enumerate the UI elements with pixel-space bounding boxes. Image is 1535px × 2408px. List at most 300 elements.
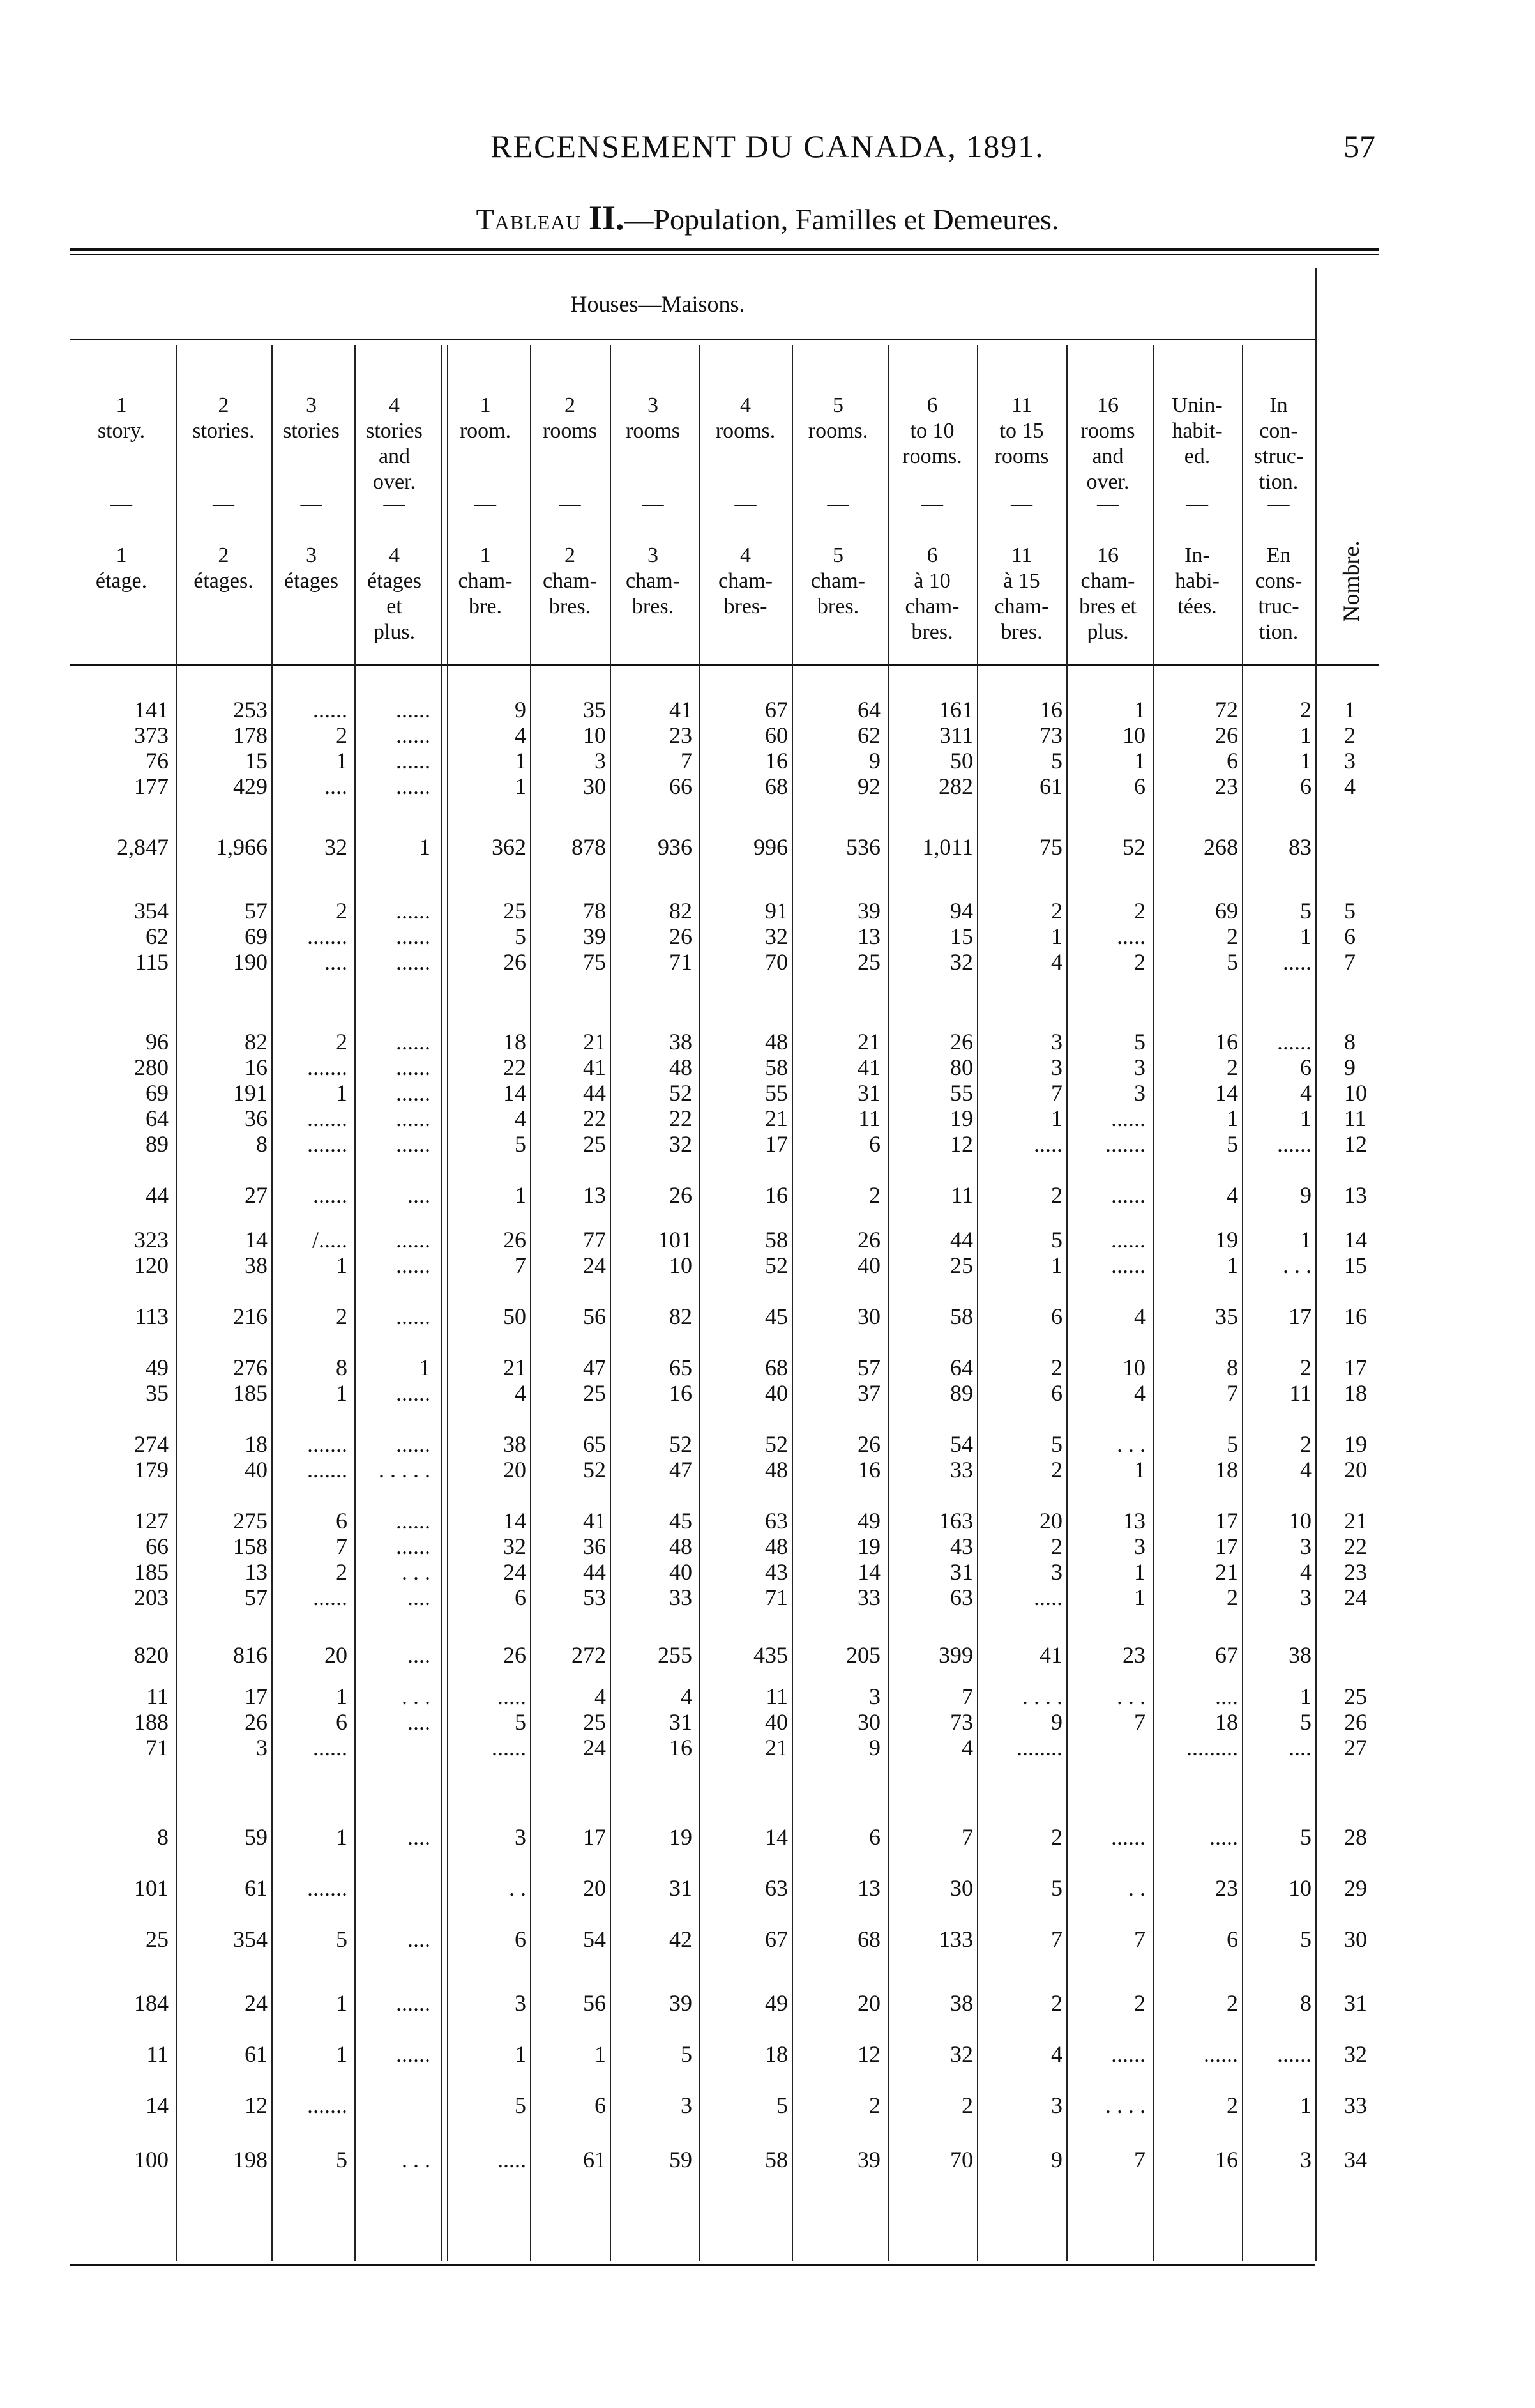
table-cell: ...... bbox=[1111, 1182, 1146, 1208]
table-cell: 936 bbox=[658, 834, 692, 860]
table-cell: 30 bbox=[858, 1304, 881, 1329]
table-cell: 57 bbox=[245, 898, 268, 924]
table-cell: 16 bbox=[765, 1182, 788, 1208]
table-cell: 18 bbox=[765, 2041, 788, 2067]
table-cell: ...... bbox=[396, 949, 430, 975]
table-cell: 16 bbox=[858, 1457, 881, 1482]
table-cell: 3 bbox=[1051, 1559, 1062, 1585]
table-cell: 41 bbox=[583, 1508, 606, 1534]
table-cell: 59 bbox=[669, 2147, 692, 2172]
column-header-en: 4 stories and over. bbox=[366, 393, 423, 494]
table-cell: 5 bbox=[1300, 1709, 1312, 1735]
table-cell: 15 bbox=[950, 924, 973, 949]
table-cell: 65 bbox=[583, 1431, 606, 1457]
column-header-fr: 1 cham- bre. bbox=[458, 544, 513, 618]
table-cell: 1 bbox=[419, 1355, 430, 1380]
table-cell: 64 bbox=[146, 1106, 169, 1131]
table-cell: 280 bbox=[134, 1055, 169, 1080]
bottom-rule bbox=[70, 2264, 1315, 2266]
table-cell: 1 bbox=[419, 834, 430, 860]
table-cell: 188 bbox=[134, 1709, 169, 1735]
table-cell: 4 bbox=[1134, 1380, 1146, 1406]
table-cell: 373 bbox=[134, 722, 169, 748]
table-row bbox=[0, 747, 1535, 774]
table-cell: 276 bbox=[233, 1355, 268, 1380]
header-dash: — bbox=[1011, 492, 1032, 515]
table-cell: 67 bbox=[1215, 1642, 1238, 1668]
table-cell: ...... bbox=[396, 1253, 430, 1278]
table-cell: 35 bbox=[146, 1380, 169, 1406]
table-cell: 26 bbox=[503, 1227, 526, 1253]
table-cell: 5 bbox=[1051, 1431, 1062, 1457]
table-cell: 5 bbox=[336, 1926, 347, 1952]
table-cell: 996 bbox=[753, 834, 788, 860]
table-cell: .... bbox=[407, 1642, 430, 1668]
table-cell: 58 bbox=[950, 1304, 973, 1329]
table-row bbox=[0, 1533, 1535, 1560]
table-cell: 71 bbox=[669, 949, 692, 975]
table-cell: 41 bbox=[669, 697, 692, 722]
table-cell: 26 bbox=[669, 1182, 692, 1208]
table-cell: 16 bbox=[765, 748, 788, 773]
table-cell: ...... bbox=[492, 1735, 526, 1760]
table-cell: 77 bbox=[583, 1227, 606, 1253]
table-cell: 32 bbox=[669, 1131, 692, 1157]
table-cell: 40 bbox=[765, 1709, 788, 1735]
table-cell: 6 bbox=[869, 1131, 881, 1157]
table-cell: 5 bbox=[776, 2092, 788, 2118]
row-number: 27 bbox=[1344, 1735, 1367, 1760]
table-cell: 32 bbox=[950, 949, 973, 975]
table-cell: 2 bbox=[1051, 1182, 1062, 1208]
table-cell: 2 bbox=[336, 1029, 347, 1055]
group-rule bbox=[70, 339, 1315, 340]
table-cell: 62 bbox=[858, 722, 881, 748]
table-cell: 3 bbox=[681, 2092, 692, 2118]
table-cell: 56 bbox=[583, 1990, 606, 2016]
table-cell: 18 bbox=[503, 1029, 526, 1055]
table-cell: 26 bbox=[858, 1227, 881, 1253]
table-cell: ....... bbox=[307, 2092, 347, 2118]
table-cell: 158 bbox=[233, 1534, 268, 1559]
table-cell: 40 bbox=[858, 1253, 881, 1278]
table-cell: 3 bbox=[1051, 1029, 1062, 1055]
table-cell: . . . bbox=[1117, 1431, 1146, 1457]
table-cell: 75 bbox=[1040, 834, 1062, 860]
table-cell: 12 bbox=[245, 2092, 268, 2118]
table-cell: ...... bbox=[396, 1380, 430, 1406]
table-cell: 50 bbox=[503, 1304, 526, 1329]
table-cell: 91 bbox=[765, 898, 788, 924]
table-row bbox=[0, 1584, 1535, 1611]
table-cell: 4 bbox=[681, 1684, 692, 1709]
table-cell: 52 bbox=[583, 1457, 606, 1482]
table-cell: 19 bbox=[669, 1824, 692, 1850]
table-cell: 198 bbox=[233, 2147, 268, 2172]
table-row bbox=[0, 1683, 1535, 1710]
table-cell: 37 bbox=[858, 1380, 881, 1406]
table-cell: 62 bbox=[146, 924, 169, 949]
right-border bbox=[1315, 268, 1317, 664]
table-cell: 10 bbox=[1123, 722, 1146, 748]
column-header-en: 5 rooms. bbox=[808, 393, 868, 443]
table-cell: 31 bbox=[858, 1080, 881, 1106]
table-cell: 255 bbox=[658, 1642, 692, 1668]
table-cell: . . . bbox=[1117, 1684, 1146, 1709]
table-cell: 1 bbox=[1134, 1457, 1146, 1482]
table-cell: 185 bbox=[233, 1380, 268, 1406]
table-cell: 12 bbox=[950, 1131, 973, 1157]
table-cell: 40 bbox=[669, 1559, 692, 1585]
table-cell: 14 bbox=[146, 2092, 169, 2118]
table-cell: ......... bbox=[1186, 1735, 1238, 1760]
table-cell: 2 bbox=[1051, 1457, 1062, 1482]
table-cell: 9 bbox=[1051, 1709, 1062, 1735]
table-cell: ...... bbox=[1111, 2041, 1146, 2067]
table-cell: 11 bbox=[146, 2041, 169, 2067]
table-cell: 10 bbox=[1289, 1875, 1312, 1901]
table-cell: ....... bbox=[307, 1457, 347, 1482]
table-row bbox=[0, 1303, 1535, 1330]
table-cell: 64 bbox=[950, 1355, 973, 1380]
table-cell: 820 bbox=[134, 1642, 169, 1668]
table-cell: 7 bbox=[962, 1684, 973, 1709]
table-row bbox=[0, 1079, 1535, 1106]
table-cell: 44 bbox=[583, 1559, 606, 1585]
table-cell: 22 bbox=[503, 1055, 526, 1080]
table-cell: 8 bbox=[157, 1824, 169, 1850]
table-row bbox=[0, 1875, 1535, 1901]
table-cell: 41 bbox=[583, 1055, 606, 1080]
row-number: 17 bbox=[1344, 1355, 1367, 1380]
table-cell: 4 bbox=[1227, 1182, 1238, 1208]
table-cell: 53 bbox=[583, 1585, 606, 1610]
table-cell: 21 bbox=[583, 1029, 606, 1055]
table-cell: 1 bbox=[1051, 1253, 1062, 1278]
table-cell: 20 bbox=[324, 1642, 347, 1668]
table-cell: 25 bbox=[950, 1253, 973, 1278]
table-cell: 1 bbox=[515, 1182, 526, 1208]
column-header-en: 11 to 15 rooms bbox=[994, 393, 1049, 468]
table-cell: 49 bbox=[858, 1508, 881, 1534]
table-cell: 311 bbox=[939, 722, 973, 748]
table-cell: 8 bbox=[1300, 1990, 1312, 2016]
table-cell: 19 bbox=[858, 1534, 881, 1559]
column-header-fr: 11 à 15 cham- bres. bbox=[994, 544, 1049, 644]
table-cell: 7 bbox=[1051, 1926, 1062, 1952]
table-cell: 7 bbox=[1134, 1926, 1146, 1952]
table-cell: 22 bbox=[583, 1106, 606, 1131]
table-cell: 4 bbox=[1300, 1080, 1312, 1106]
column-header-en: 2 stories. bbox=[192, 393, 255, 443]
table-cell: 268 bbox=[1204, 834, 1238, 860]
header-dash: — bbox=[642, 492, 664, 515]
table-cell: 11 bbox=[146, 1684, 169, 1709]
table-cell: 6 bbox=[1227, 1926, 1238, 1952]
table-cell: 63 bbox=[765, 1875, 788, 1901]
table-cell: 73 bbox=[1040, 722, 1062, 748]
table-cell: ..... bbox=[497, 2147, 526, 2172]
table-cell: 67 bbox=[765, 1926, 788, 1952]
table-cell: 26 bbox=[858, 1431, 881, 1457]
table-cell: ...... bbox=[1111, 1253, 1146, 1278]
table-row bbox=[0, 949, 1535, 975]
table-cell: 11 bbox=[766, 1684, 788, 1709]
table-cell: 23 bbox=[1215, 1875, 1238, 1901]
table-cell: 16 bbox=[1215, 1029, 1238, 1055]
table-cell: 54 bbox=[950, 1431, 973, 1457]
table-cell: 17 bbox=[1215, 1508, 1238, 1534]
table-cell: 1 bbox=[1051, 924, 1062, 949]
column-header-en: 3 stories bbox=[283, 393, 340, 443]
table-cell: .... bbox=[407, 1709, 430, 1735]
row-number: 28 bbox=[1344, 1824, 1367, 1850]
table-cell: 1 bbox=[336, 1684, 347, 1709]
header-dash: — bbox=[1097, 492, 1119, 515]
table-cell: 49 bbox=[146, 1355, 169, 1380]
table-cell: .... bbox=[407, 1926, 430, 1952]
row-number: 14 bbox=[1344, 1227, 1367, 1253]
table-cell: 60 bbox=[765, 722, 788, 748]
table-cell: 94 bbox=[950, 898, 973, 924]
table-cell: ...... bbox=[396, 722, 430, 748]
table-cell: 435 bbox=[753, 1642, 788, 1668]
header-dash: — bbox=[559, 492, 581, 515]
table-cell: 70 bbox=[950, 2147, 973, 2172]
table-cell: 178 bbox=[233, 722, 268, 748]
table-cell: 1 bbox=[1227, 1106, 1238, 1131]
table-cell: 5 bbox=[681, 2041, 692, 2067]
table-cell: 2 bbox=[1051, 898, 1062, 924]
table-cell: 2 bbox=[1227, 1055, 1238, 1080]
table-cell: 5 bbox=[1227, 1131, 1238, 1157]
table-cell: 7 bbox=[515, 1253, 526, 1278]
table-cell: 354 bbox=[134, 898, 169, 924]
table-cell: 1 bbox=[1300, 748, 1312, 773]
table-cell: 1 bbox=[336, 748, 347, 773]
table-cell: 10 bbox=[1123, 1355, 1146, 1380]
table-cell: 23 bbox=[1215, 773, 1238, 799]
table-cell: 24 bbox=[503, 1559, 526, 1585]
row-number: 12 bbox=[1344, 1131, 1367, 1157]
table-cell: 1 bbox=[1300, 1227, 1312, 1253]
row-number: 9 bbox=[1344, 1055, 1356, 1080]
table-cell: 4 bbox=[1051, 2041, 1062, 2067]
table-cell: 39 bbox=[583, 924, 606, 949]
table-cell: 13 bbox=[583, 1182, 606, 1208]
table-cell: 25 bbox=[858, 949, 881, 975]
column-header-en: 1 story. bbox=[97, 393, 146, 443]
table-cell: 76 bbox=[146, 748, 169, 773]
nombre-header: Nombre. bbox=[1338, 540, 1364, 622]
row-number: 15 bbox=[1344, 1253, 1367, 1278]
table-cell: 6 bbox=[594, 2092, 606, 2118]
table-cell: 5 bbox=[515, 924, 526, 949]
table-cell: 3 bbox=[594, 748, 606, 773]
table-row bbox=[0, 834, 1535, 860]
table-row bbox=[0, 773, 1535, 800]
table-cell: ..... bbox=[1209, 1824, 1238, 1850]
row-number: 6 bbox=[1344, 924, 1356, 949]
table-row bbox=[0, 1709, 1535, 1735]
table-cell: 5 bbox=[1051, 1227, 1062, 1253]
table-cell: 6 bbox=[1051, 1304, 1062, 1329]
table-cell: 16 bbox=[1040, 697, 1062, 722]
table-cell: 18 bbox=[1215, 1709, 1238, 1735]
column-header-fr: 6 à 10 cham- bres. bbox=[905, 544, 960, 644]
table-cell: 14 bbox=[1215, 1080, 1238, 1106]
table-cell: 20 bbox=[503, 1457, 526, 1482]
table-cell: 33 bbox=[858, 1585, 881, 1610]
table-row bbox=[0, 1456, 1535, 1483]
header-rule bbox=[70, 664, 1379, 666]
table-label: Tableau bbox=[476, 203, 582, 236]
table-cell: 49 bbox=[765, 1990, 788, 2016]
table-cell: 15 bbox=[245, 748, 268, 773]
table-cell: .... bbox=[1215, 1684, 1238, 1709]
column-header-fr: 4 cham- bres- bbox=[718, 544, 773, 618]
table-row bbox=[0, 1507, 1535, 1534]
table-cell: 30 bbox=[583, 773, 606, 799]
table-cell: 4 bbox=[515, 1380, 526, 1406]
table-cell: 14 bbox=[245, 1227, 268, 1253]
table-cell: 1 bbox=[1300, 1106, 1312, 1131]
table-cell: 9 bbox=[869, 748, 881, 773]
table-cell: 2 bbox=[1051, 1355, 1062, 1380]
table-cell: ...... bbox=[396, 1534, 430, 1559]
table-row bbox=[0, 1558, 1535, 1585]
table-cell: 184 bbox=[134, 1990, 169, 2016]
table-cell: 6 bbox=[1134, 773, 1146, 799]
row-number: 16 bbox=[1344, 1304, 1367, 1329]
table-cell: 1 bbox=[1227, 1253, 1238, 1278]
table-cell: 7 bbox=[336, 1534, 347, 1559]
table-cell: 536 bbox=[846, 834, 881, 860]
table-cell: 6 bbox=[336, 1709, 347, 1735]
table-cell: 18 bbox=[1215, 1457, 1238, 1482]
table-cell: 4 bbox=[515, 1106, 526, 1131]
table-row bbox=[0, 1105, 1535, 1132]
row-number: 18 bbox=[1344, 1380, 1367, 1406]
table-row bbox=[0, 1824, 1535, 1850]
table-row bbox=[0, 1054, 1535, 1081]
table-cell: 7 bbox=[1051, 1080, 1062, 1106]
table-cell: . . . bbox=[402, 1559, 430, 1585]
table-cell: 96 bbox=[146, 1029, 169, 1055]
table-cell: 30 bbox=[950, 1875, 973, 1901]
table-cell: 275 bbox=[233, 1508, 268, 1534]
table-cell: 1 bbox=[515, 2041, 526, 2067]
table-cell: 14 bbox=[858, 1559, 881, 1585]
table-cell: . . . . bbox=[1105, 2092, 1146, 2118]
table-cell: 35 bbox=[583, 697, 606, 722]
table-cell: 1 bbox=[1300, 1684, 1312, 1709]
table-cell: ...... bbox=[396, 1990, 430, 2016]
table-cell: 2 bbox=[1300, 1431, 1312, 1457]
table-cell: 2 bbox=[1300, 1355, 1312, 1380]
table-cell: 5 bbox=[1227, 1431, 1238, 1457]
table-cell: 24 bbox=[583, 1253, 606, 1278]
row-number: 3 bbox=[1344, 748, 1356, 773]
table-cell: 2 bbox=[1134, 949, 1146, 975]
table-cell: 82 bbox=[669, 898, 692, 924]
table-cell: 55 bbox=[765, 1080, 788, 1106]
table-cell: 21 bbox=[765, 1106, 788, 1131]
table-cell: 71 bbox=[146, 1735, 169, 1760]
table-cell: . . . bbox=[1283, 1253, 1312, 1278]
table-cell: 1 bbox=[1134, 1559, 1146, 1585]
table-cell: 89 bbox=[950, 1380, 973, 1406]
table-cell: ...... bbox=[396, 697, 430, 722]
table-cell: 17 bbox=[765, 1131, 788, 1157]
table-cell: 191 bbox=[233, 1080, 268, 1106]
row-number: 4 bbox=[1344, 773, 1356, 799]
table-cell: 2 bbox=[869, 2092, 881, 2118]
table-cell: 20 bbox=[858, 1990, 881, 2016]
table-cell: ...... bbox=[1204, 2041, 1238, 2067]
header-dash: — bbox=[383, 492, 405, 515]
table-cell: 38 bbox=[1289, 1642, 1312, 1668]
table-cell: ...... bbox=[396, 924, 430, 949]
header-dash: — bbox=[827, 492, 849, 515]
table-cell: 58 bbox=[765, 2147, 788, 2172]
table-cell: 4 bbox=[1300, 1457, 1312, 1482]
table-cell: 6 bbox=[1227, 748, 1238, 773]
table-cell: 1 bbox=[594, 2041, 606, 2067]
table-cell: ...... bbox=[396, 2041, 430, 2067]
table-cell: 40 bbox=[765, 1380, 788, 1406]
table-cell: 58 bbox=[765, 1055, 788, 1080]
table-cell: 1 bbox=[1300, 722, 1312, 748]
table-cell: ...... bbox=[313, 1735, 347, 1760]
table-cell: 3 bbox=[1300, 1534, 1312, 1559]
column-header-en: 4 rooms. bbox=[715, 393, 776, 443]
table-cell: 61 bbox=[1040, 773, 1062, 799]
table-cell: 16 bbox=[669, 1735, 692, 1760]
table-cell: 22 bbox=[669, 1106, 692, 1131]
column-header-fr: 2 cham- bres. bbox=[543, 544, 597, 618]
row-number: 2 bbox=[1344, 722, 1356, 748]
table-cell: 59 bbox=[245, 1824, 268, 1850]
table-cell: 2 bbox=[962, 2092, 973, 2118]
table-cell: 63 bbox=[765, 1508, 788, 1534]
table-cell: 7 bbox=[1134, 1709, 1146, 1735]
table-cell: 9 bbox=[869, 1735, 881, 1760]
table-cell: 82 bbox=[669, 1304, 692, 1329]
table-cell: 58 bbox=[765, 1227, 788, 1253]
table-cell: 115 bbox=[135, 949, 169, 975]
table-cell: 47 bbox=[669, 1457, 692, 1482]
table-cell: 177 bbox=[134, 773, 169, 799]
table-row bbox=[0, 1990, 1535, 2016]
table-cell: 3 bbox=[1134, 1080, 1146, 1106]
table-cell: 13 bbox=[245, 1559, 268, 1585]
table-cell: 8 bbox=[336, 1355, 347, 1380]
table-cell: 878 bbox=[571, 834, 606, 860]
table-cell: .... bbox=[324, 773, 347, 799]
table-cell: 32 bbox=[765, 924, 788, 949]
table-cell: 1 bbox=[336, 1990, 347, 2016]
column-header-fr: In- habi- tées. bbox=[1175, 544, 1220, 618]
table-cell: 26 bbox=[1215, 722, 1238, 748]
table-cell: ...... bbox=[396, 1055, 430, 1080]
row-number: 22 bbox=[1344, 1534, 1367, 1559]
table-cell: 92 bbox=[858, 773, 881, 799]
table-cell: 1 bbox=[1051, 1106, 1062, 1131]
column-header-fr: 3 cham- bres. bbox=[626, 544, 680, 618]
table-row bbox=[0, 2146, 1535, 2173]
table-cell: 2 bbox=[869, 1182, 881, 1208]
